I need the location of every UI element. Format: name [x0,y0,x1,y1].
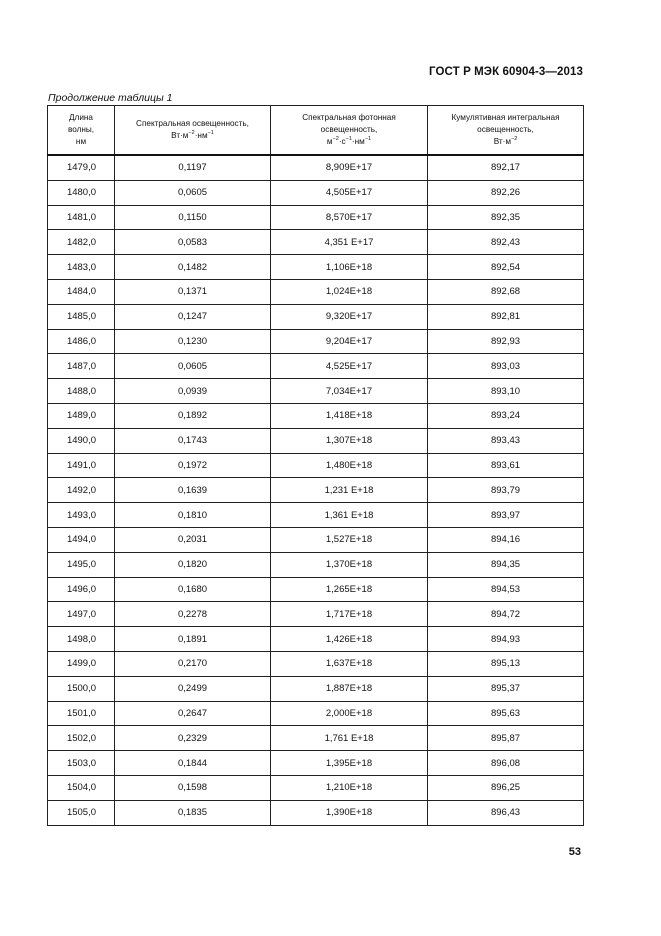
cell-cumulative-irradiance: 895,87 [428,726,584,751]
cell-cumulative-irradiance: 896,43 [428,800,584,825]
table-row [48,205,584,230]
cell-cumulative-irradiance: 895,37 [428,676,584,701]
table-row [48,155,584,180]
cell-spectral-irradiance: 0,1835 [115,800,271,825]
table-row [48,676,584,701]
cell-photon-irradiance: 4,525E+17 [271,354,428,379]
column-header-cumulative-irradiance: Кумулятивная интегральная освещенность, $Вт\cdot м^{-2}$ [428,106,584,156]
cell-wavelength: 1503,0 [48,751,115,776]
cell-spectral-irradiance: 0,2499 [115,676,271,701]
cell-spectral-irradiance: 0,1844 [115,751,271,776]
cell-photon-irradiance: 4,505E+17 [271,180,428,205]
cell-wavelength: 1490,0 [48,428,115,453]
cell-wavelength: 1492,0 [48,478,115,503]
table-body [48,155,584,825]
cell-spectral-irradiance: 0,2278 [115,602,271,627]
table-row [48,453,584,478]
cell-wavelength: 1501,0 [48,701,115,726]
table-row [48,230,584,255]
cell-spectral-irradiance: 0,1972 [115,453,271,478]
table-row [48,651,584,676]
cell-wavelength: 1495,0 [48,552,115,577]
unit-label: $Вт\cdot м^{-2}\cdot нм^{-1}$ [171,130,214,140]
cell-cumulative-irradiance: 893,03 [428,354,584,379]
table-row [48,751,584,776]
cell-spectral-irradiance: 0,1639 [115,478,271,503]
cell-cumulative-irradiance: 892,68 [428,279,584,304]
cell-photon-irradiance: 1,761 E+18 [271,726,428,751]
cell-wavelength: 1481,0 [48,205,115,230]
table-row [48,478,584,503]
cell-photon-irradiance: 8,570E+17 [271,205,428,230]
spectral-irradiance-table [47,105,584,826]
table-row [48,379,584,404]
table-row [48,428,584,453]
cell-cumulative-irradiance: 892,17 [428,155,584,180]
cell-photon-irradiance: 9,320E+17 [271,304,428,329]
column-header-photon-irradiance: Спектральная фотонная освещенность, $м^{-2}\cdot с^{-1}\cdot нм^{-1}$ [271,106,428,156]
cell-photon-irradiance: 1,527E+18 [271,527,428,552]
page-number: 53 [568,846,581,858]
cell-photon-irradiance: 1,265E+18 [271,577,428,602]
cell-photon-irradiance: 1,887E+18 [271,676,428,701]
cell-cumulative-irradiance: 895,13 [428,651,584,676]
cell-cumulative-irradiance: 892,43 [428,230,584,255]
unit-label: $Вт\cdot м^{-2}$ [493,136,518,146]
cell-wavelength: 1487,0 [48,354,115,379]
cell-cumulative-irradiance: 892,54 [428,255,584,280]
cell-photon-irradiance: 1,210E+18 [271,775,428,800]
cell-wavelength: 1499,0 [48,651,115,676]
table-row [48,255,584,280]
cell-cumulative-irradiance: 894,35 [428,552,584,577]
cell-photon-irradiance: 1,426E+18 [271,627,428,652]
table-row [48,701,584,726]
cell-spectral-irradiance: 0,2031 [115,527,271,552]
cell-wavelength: 1505,0 [48,800,115,825]
table-row [48,726,584,751]
cell-wavelength: 1483,0 [48,255,115,280]
cell-wavelength: 1497,0 [48,602,115,627]
cell-photon-irradiance: 1,231 E+18 [271,478,428,503]
cell-cumulative-irradiance: 893,43 [428,428,584,453]
cell-cumulative-irradiance: 894,16 [428,527,584,552]
cell-cumulative-irradiance: 894,53 [428,577,584,602]
table-row [48,527,584,552]
table-row [48,403,584,428]
cell-photon-irradiance: 1,395E+18 [271,751,428,776]
cell-spectral-irradiance: 0,1892 [115,403,271,428]
cell-spectral-irradiance: 0,1891 [115,627,271,652]
cell-cumulative-irradiance: 892,81 [428,304,584,329]
cell-spectral-irradiance: 0,1598 [115,775,271,800]
cell-wavelength: 1502,0 [48,726,115,751]
table-header-row [48,106,584,156]
cell-wavelength: 1496,0 [48,577,115,602]
cell-photon-irradiance: 2,000E+18 [271,701,428,726]
cell-spectral-irradiance: 0,2329 [115,726,271,751]
document-header: ГОСТ Р МЭК 60904-3—2013 [429,66,583,78]
cell-photon-irradiance: 7,034E+17 [271,379,428,404]
table-row [48,775,584,800]
cell-wavelength: 1482,0 [48,230,115,255]
cell-cumulative-irradiance: 896,25 [428,775,584,800]
cell-spectral-irradiance: 0,0605 [115,180,271,205]
cell-cumulative-irradiance: 894,72 [428,602,584,627]
table-row [48,180,584,205]
cell-cumulative-irradiance: 896,08 [428,751,584,776]
cell-wavelength: 1498,0 [48,627,115,652]
cell-cumulative-irradiance: 895,63 [428,701,584,726]
cell-wavelength: 1488,0 [48,379,115,404]
cell-cumulative-irradiance: 893,10 [428,379,584,404]
cell-spectral-irradiance: 0,1247 [115,304,271,329]
cell-photon-irradiance: 1,390E+18 [271,800,428,825]
cell-wavelength: 1485,0 [48,304,115,329]
cell-wavelength: 1500,0 [48,676,115,701]
cell-photon-irradiance: 1,717E+18 [271,602,428,627]
cell-wavelength: 1504,0 [48,775,115,800]
cell-photon-irradiance: 4,351 E+17 [271,230,428,255]
cell-spectral-irradiance: 0,0605 [115,354,271,379]
column-header-wavelength: Длина волны, нм [48,106,115,156]
cell-spectral-irradiance: 0,1810 [115,503,271,528]
cell-photon-irradiance: 1,370E+18 [271,552,428,577]
cell-cumulative-irradiance: 894,93 [428,627,584,652]
cell-cumulative-irradiance: 892,93 [428,329,584,354]
cell-cumulative-irradiance: 893,61 [428,453,584,478]
cell-spectral-irradiance: 0,1680 [115,577,271,602]
cell-spectral-irradiance: 0,1150 [115,205,271,230]
cell-photon-irradiance: 1,024E+18 [271,279,428,304]
cell-spectral-irradiance: 0,2170 [115,651,271,676]
table-caption: Продолжение таблицы 1 [48,92,173,104]
cell-wavelength: 1480,0 [48,180,115,205]
cell-cumulative-irradiance: 893,79 [428,478,584,503]
cell-wavelength: 1493,0 [48,503,115,528]
table-row [48,577,584,602]
cell-wavelength: 1486,0 [48,329,115,354]
cell-spectral-irradiance: 0,1371 [115,279,271,304]
cell-photon-irradiance: 1,418E+18 [271,403,428,428]
table-row [48,602,584,627]
cell-spectral-irradiance: 0,1482 [115,255,271,280]
table-row [48,800,584,825]
unit-label: $м^{-2}\cdot с^{-1}\cdot нм^{-1}$ [326,136,372,146]
cell-spectral-irradiance: 0,1743 [115,428,271,453]
table-row [48,329,584,354]
cell-spectral-irradiance: 0,1820 [115,552,271,577]
table-row [48,627,584,652]
cell-photon-irradiance: 1,307E+18 [271,428,428,453]
cell-wavelength: 1491,0 [48,453,115,478]
cell-spectral-irradiance: 0,1197 [115,155,271,180]
cell-cumulative-irradiance: 893,97 [428,503,584,528]
table-row [48,354,584,379]
table-row [48,304,584,329]
cell-photon-irradiance: 1,480E+18 [271,453,428,478]
cell-photon-irradiance: 1,637E+18 [271,651,428,676]
cell-spectral-irradiance: 0,0583 [115,230,271,255]
cell-cumulative-irradiance: 892,26 [428,180,584,205]
column-header-spectral-irradiance: Спектральная освещенность, $Вт\cdot м^{-2}\cdot нм^{-1}$ [115,106,271,156]
table-row [48,503,584,528]
cell-cumulative-irradiance: 893,24 [428,403,584,428]
cell-wavelength: 1479,0 [48,155,115,180]
cell-photon-irradiance: 9,204E+17 [271,329,428,354]
table-row [48,279,584,304]
cell-photon-irradiance: 1,106E+18 [271,255,428,280]
cell-spectral-irradiance: 0,2647 [115,701,271,726]
cell-wavelength: 1484,0 [48,279,115,304]
cell-spectral-irradiance: 0,0939 [115,379,271,404]
cell-wavelength: 1489,0 [48,403,115,428]
cell-photon-irradiance: 8,909E+17 [271,155,428,180]
table-row [48,552,584,577]
cell-wavelength: 1494,0 [48,527,115,552]
cell-cumulative-irradiance: 892,35 [428,205,584,230]
cell-photon-irradiance: 1,361 E+18 [271,503,428,528]
cell-spectral-irradiance: 0,1230 [115,329,271,354]
